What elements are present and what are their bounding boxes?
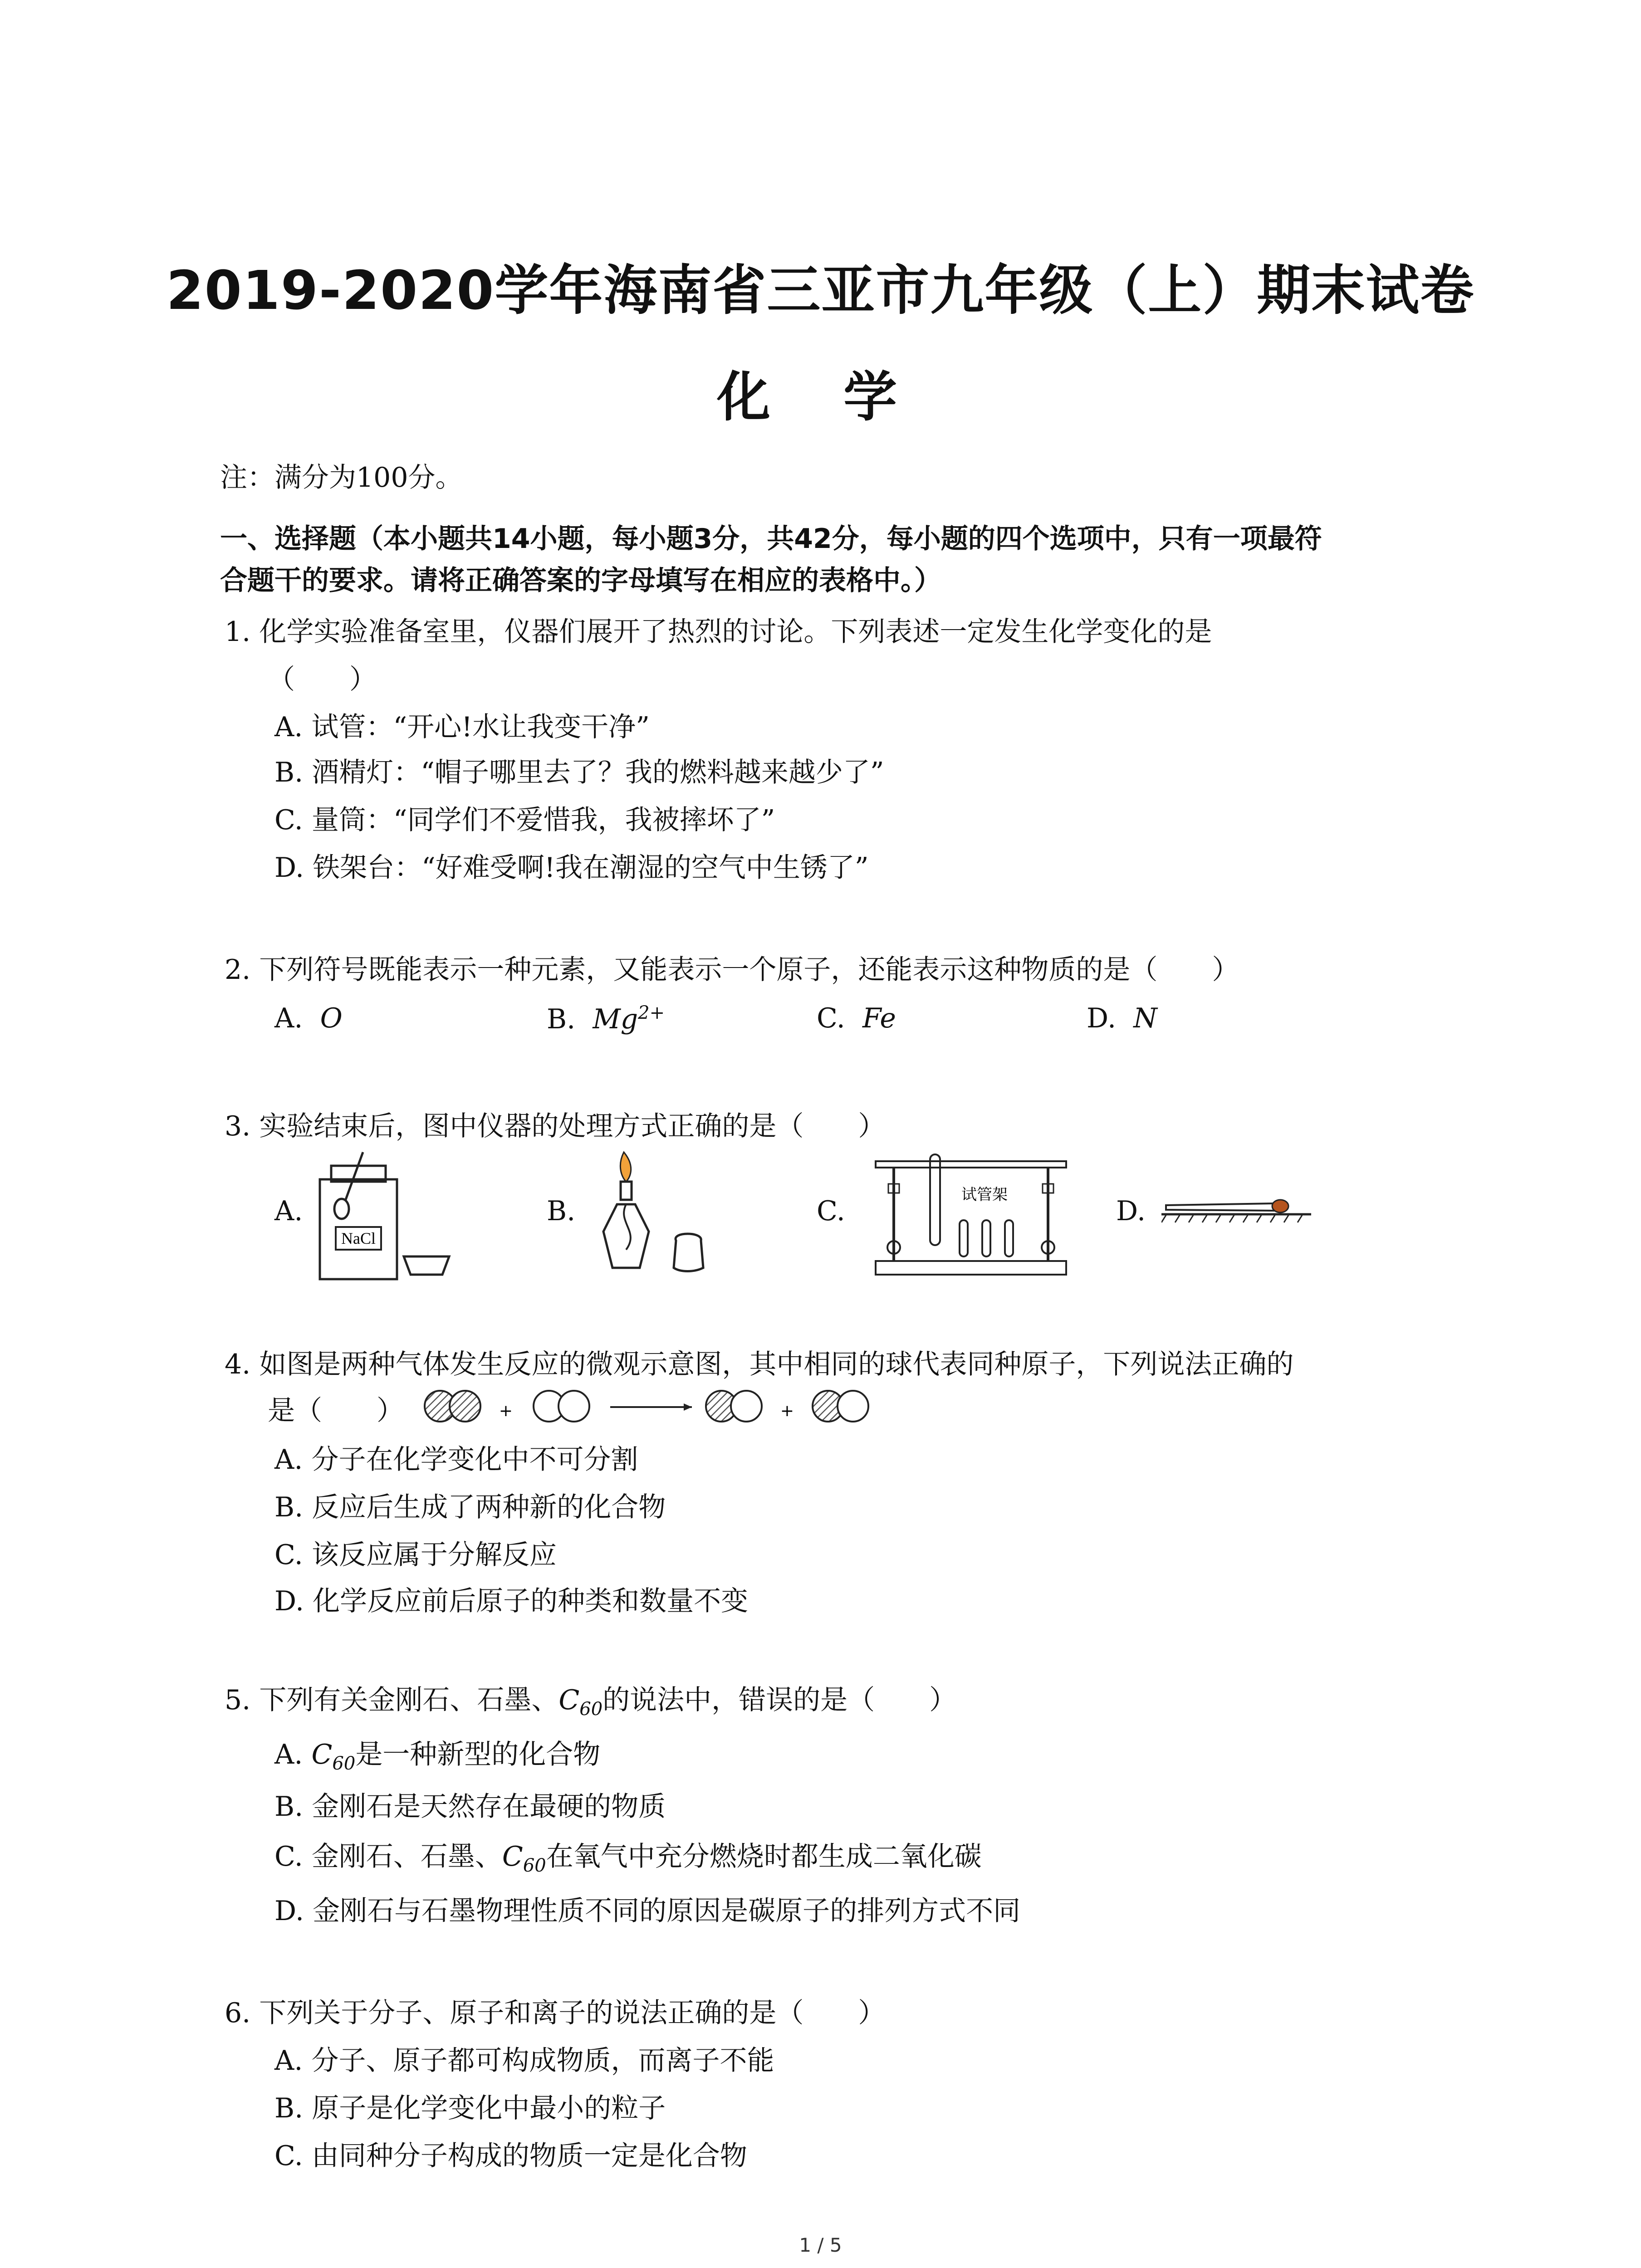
q4-option-c: C. 该反应属于分解反应 — [274, 1539, 557, 1571]
q4-option-d: D. 化学反应前后原子的种类和数量不变 — [274, 1585, 749, 1617]
q2-option-a-label: A. — [274, 1002, 303, 1034]
q4-stem-line1: 4. 如图是两种气体发生反应的微观示意图，其中相同的球代表同种原子，下列说法正确的 — [225, 1349, 1294, 1380]
atom-white — [558, 1391, 589, 1422]
nacl-label: NaCl — [341, 1229, 376, 1247]
page-number: 1 / 5 — [799, 2234, 842, 2256]
q6-stem: 6. 下列关于分子、原子和离子的说法正确的是（ ） — [225, 1997, 886, 2029]
q5-stem-prefix: 5. 下列有关金刚石、石墨、 — [225, 1684, 559, 1716]
q1-option-c: C. 量筒：“同学们不爱惜我，我被摔坏了” — [274, 804, 775, 836]
test-tube-rack-label: 试管架 — [961, 1186, 1008, 1204]
q1-option-b: B. 酒精灯：“帽子哪里去了？我的燃料越来越少了” — [274, 757, 884, 788]
q4-option-b: B. 反应后生成了两种新的化合物 — [274, 1491, 666, 1523]
reaction-diagram — [420, 1383, 896, 1433]
q2-option-a — [274, 1002, 343, 1034]
q2-option-c-symbol: Fe — [862, 1002, 896, 1034]
document-title: 2019-2020学年海南省三亚市九年级（上）期末试卷 — [166, 259, 1475, 322]
section-heading-line2: 合题干的要求。请将正确答案的字母填写在相应的表格中。） — [220, 565, 941, 596]
q5-option-a — [274, 1733, 600, 1774]
reaction-plus-sign: + — [499, 1402, 513, 1420]
q3-option-a-label: A. — [274, 1195, 303, 1227]
q5-option-a-text: 是一种新型的化合物 — [355, 1739, 601, 1770]
atom-white — [731, 1391, 762, 1422]
q6-option-a: A. 分子、原子都可构成物质，而离子不能 — [274, 2045, 774, 2077]
q3-stem: 3. 实验结束后，图中仪器的处理方式正确的是（ ） — [225, 1110, 886, 1142]
q3-option-d-label: D. — [1116, 1195, 1146, 1227]
q2-option-c-label: C. — [817, 1002, 845, 1034]
q4-stem-line2: 是（ ） — [268, 1395, 404, 1427]
q2-option-a-symbol: O — [320, 1002, 343, 1034]
q4-option-a: A. 分子在化学变化中不可分割 — [274, 1444, 638, 1476]
q2-stem: 2. 下列符号既能表示一种元素，又能表示一个原子，还能表示这种物质的是（ ） — [225, 954, 1239, 986]
q5-option-c-text: 在氧气中充分燃烧时都生成二氧化碳 — [546, 1841, 982, 1872]
q5-option-a-label: A. — [274, 1739, 312, 1770]
alcohol-lamp-figure — [590, 1141, 726, 1281]
q2-option-d-symbol: N — [1133, 1002, 1157, 1034]
q1-option-d: D. 铁架台：“好难受啊!我在潮湿的空气中生锈了” — [274, 852, 869, 884]
q5-option-d: D. 金刚石与石墨物理性质不同的原因是碳原子的排列方式不同 — [274, 1895, 1021, 1927]
q2-option-d-label: D. — [1087, 1002, 1117, 1034]
score-note: 注：满分为100分。 — [220, 462, 463, 494]
horizontal-test-tube-figure — [1161, 1186, 1311, 1232]
q2-option-b-charge: 2+ — [638, 1002, 665, 1023]
q1-option-a: A. 试管：“开心!水让我变干净” — [274, 711, 650, 743]
c60-subscript: 60 — [523, 1855, 546, 1876]
atom-white — [838, 1391, 868, 1422]
q1-paren: （ ） — [268, 664, 377, 695]
q6-option-c: C. 由同种分子构成的物质一定是化合物 — [274, 2140, 747, 2172]
q6-option-b: B. 原子是化学变化中最小的粒子 — [274, 2092, 666, 2124]
section-heading-line1: 一、选择题（本小题共14小题，每小题3分，共42分，每小题的四个选项中，只有一项最符 — [220, 523, 1322, 555]
q2-option-b-symbol: Mg — [593, 1003, 638, 1035]
q5-option-b: B. 金刚石是天然存在最硬的物质 — [274, 1791, 666, 1823]
c60-formula: C — [558, 1684, 580, 1716]
test-tube-rack-figure — [871, 1152, 1075, 1279]
subject-heading: 化 学 — [716, 366, 925, 428]
c60-subscript: 60 — [332, 1753, 356, 1774]
q3-option-c-label: C. — [817, 1195, 845, 1227]
c60-subscript: 60 — [579, 1699, 603, 1720]
q5-option-c-prefix: C. 金刚石、石墨、 — [274, 1841, 502, 1872]
q5-stem-suffix: 的说法中，错误的是（ ） — [603, 1684, 957, 1716]
c60-formula: C — [502, 1841, 523, 1872]
q2-option-b-label: B. — [547, 1003, 576, 1035]
reagent-bottle-figure — [313, 1148, 458, 1284]
q1-stem: 1. 化学实验准备室里，仪器们展开了热烈的讨论。下列表述一定发生化学变化的是 — [225, 616, 1212, 648]
q2-option-d — [1087, 1002, 1157, 1034]
q5-option-c — [274, 1835, 982, 1876]
q2-option-c — [817, 1002, 896, 1034]
q2-option-b — [547, 1002, 665, 1035]
q5-stem — [225, 1678, 956, 1720]
arrow-head-icon — [684, 1403, 692, 1411]
q3-option-b-label: B. — [547, 1195, 576, 1227]
c60-formula: C — [311, 1739, 333, 1770]
atom-hatched — [450, 1391, 480, 1422]
reaction-plus-sign: + — [780, 1402, 794, 1420]
